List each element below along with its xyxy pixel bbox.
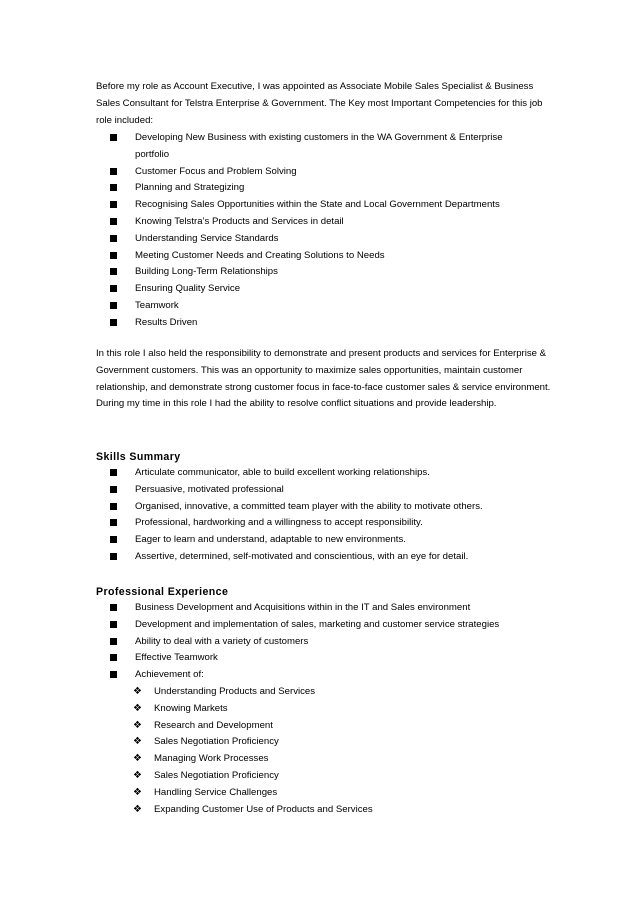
list-item: Professional, hardworking and a willingness to accept responsibility. [0,515,535,532]
role-paragraph: In this role I also held the responsibility to demonstrate and present products and services for Enterprise & Government customers. This was an opportunity to maximize sales opportunities, maintain customer relationship, and demonstrate strong customer focus in face-to-face customer sales & service environment. During my time in this role I had the ability to resolve conflict situations and provide leadership. [96,348,551,410]
diamond-bullet-icon: ❖ [133,803,142,815]
list-item: Building Long-Term Relationships [0,264,535,281]
square-bullet-icon [110,235,117,242]
list-item: Development and implementation of sales, marketing and customer service strategies [0,617,535,634]
list-item: ❖ Sales Negotiation Proficiency [0,734,554,751]
list-item: Teamwork [0,298,535,315]
square-bullet-icon [110,654,117,661]
square-bullet-icon [110,184,117,191]
experience-list [0,600,535,684]
diamond-bullet-icon: ❖ [133,736,142,748]
list-item: Understanding Service Standards [0,231,535,248]
list-item: ❖ Understanding Products and Services [0,684,554,701]
list-item: Recognising Sales Opportunities within the State and Local Government Departments [0,197,535,214]
list-item: Assertive, determined, self-motivated and conscientious, with an eye for detail. [0,549,535,566]
list-item: Articulate communicator, able to build excellent working relationships. [0,465,535,482]
list-item: ❖ Expanding Customer Use of Products and Services [0,802,554,819]
square-bullet-icon [110,486,117,493]
list-item: Eager to learn and understand, adaptable to new environments. [0,532,535,549]
square-bullet-icon [110,168,117,175]
diamond-bullet-icon: ❖ [133,786,142,798]
square-bullet-icon [110,302,117,309]
diamond-bullet-icon: ❖ [133,769,142,781]
list-item: Persuasive, motivated professional [0,482,535,499]
achievements-list [0,684,554,818]
list-item: Business Development and Acquisitions within in the IT and Sales environment [0,600,535,617]
square-bullet-icon [110,536,117,543]
square-bullet-icon [110,621,117,628]
square-bullet-icon [110,201,117,208]
competencies-list [0,130,535,332]
skills-list [0,465,535,566]
square-bullet-icon [110,134,117,141]
list-item: ❖ Knowing Markets [0,701,554,718]
diamond-bullet-icon: ❖ [133,686,142,697]
square-bullet-icon [110,252,117,259]
intro-paragraph: Before my role as Account Executive, I was appointed as Associate Mobile Sales Specialist & Business Sales Consultant for Telstra Enterprise & Government. The Key most Important Competencies for this job role included: [96,81,543,126]
list-item: ❖ Managing Work Processes [0,751,554,768]
square-bullet-icon [110,638,117,645]
square-bullet-icon [110,469,117,476]
list-item: Organised, innovative, a committed team player with the ability to motivate others. [0,499,535,516]
list-item: Achievement of: [0,667,535,684]
skills-summary-heading: Skills Summary [96,451,181,463]
square-bullet-icon [110,553,117,560]
square-bullet-icon [110,285,117,292]
diamond-bullet-icon: ❖ [133,719,142,731]
list-item: Developing New Business with existing customers in the WA Government & Enterprise portfolio [0,130,535,164]
list-item: Meeting Customer Needs and Creating Solutions to Needs [0,248,535,265]
list-item: Planning and Strategizing [0,180,535,197]
list-item: ❖ Handling Service Challenges [0,785,554,802]
diamond-bullet-icon: ❖ [133,702,142,714]
square-bullet-icon [110,319,117,326]
square-bullet-icon [110,671,117,678]
square-bullet-icon [110,519,117,526]
list-item: Knowing Telstra’s Products and Services in detail [0,214,535,231]
diamond-bullet-icon: ❖ [133,753,142,765]
square-bullet-icon [110,268,117,275]
list-item: Ensuring Quality Service [0,281,535,298]
list-item: ❖ Research and Development [0,718,554,735]
professional-experience-heading: Professional Experience [96,586,229,598]
list-item: Ability to deal with a variety of customers [0,634,535,651]
square-bullet-icon [110,218,117,225]
list-item: ❖ Sales Negotiation Proficiency [0,768,554,785]
list-item: Effective Teamwork [0,650,535,667]
square-bullet-icon [110,503,117,510]
square-bullet-icon [110,604,117,611]
list-item: Customer Focus and Problem Solving [0,164,535,181]
list-item: Results Driven [0,315,535,332]
